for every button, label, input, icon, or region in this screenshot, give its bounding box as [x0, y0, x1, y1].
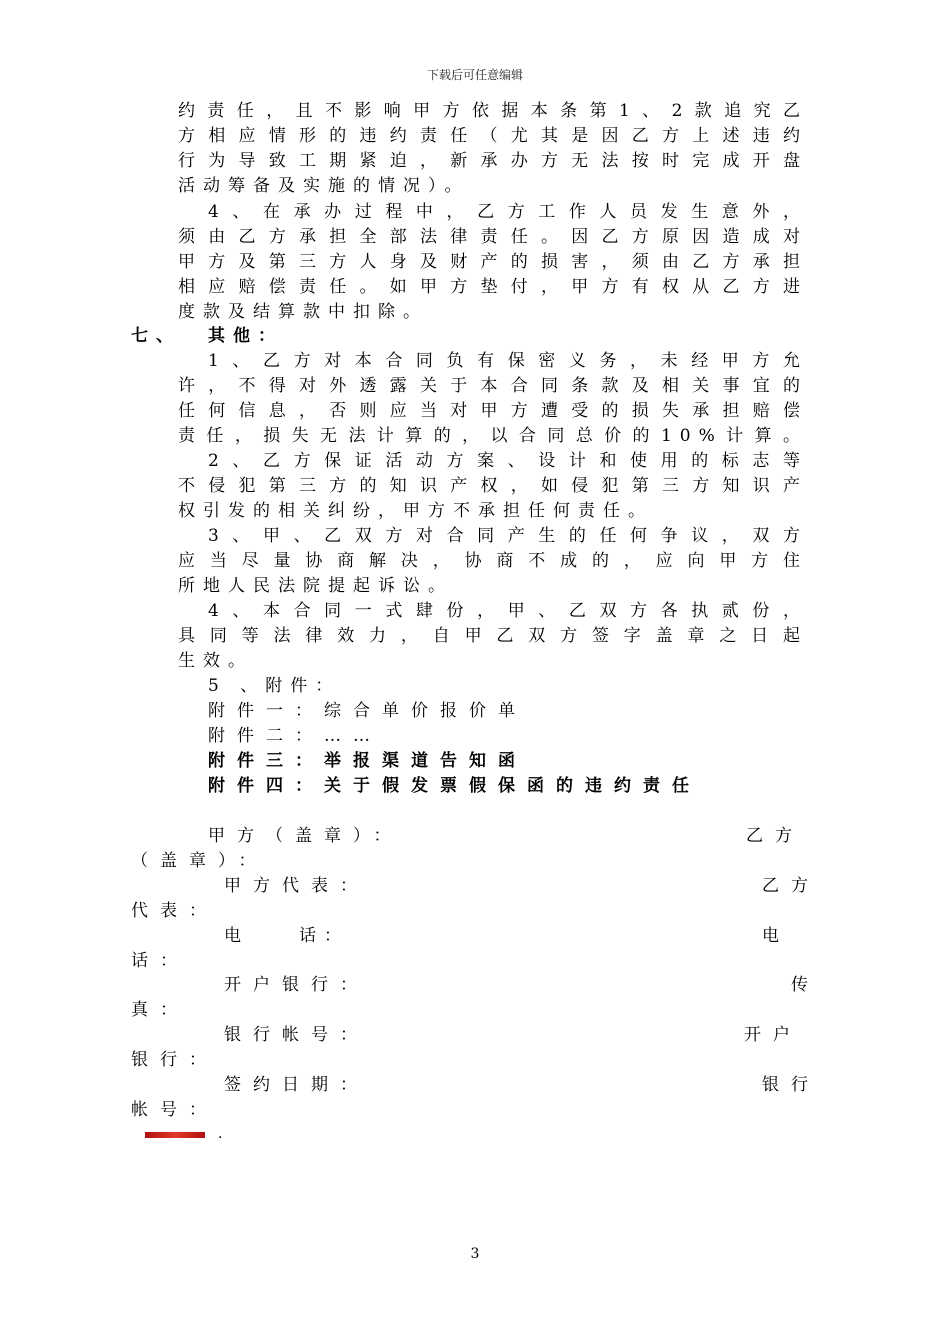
party-a-account-label: 银行帐号：	[224, 1025, 369, 1045]
party-a-stamp-label: 甲方（盖章）：	[208, 826, 403, 846]
body-line: 须由乙方承担全部法律责任。因乙方原因造成对	[178, 227, 808, 247]
signing-date-label: 签约日期：	[224, 1075, 369, 1095]
party-a-bank-label: 开户银行：	[224, 975, 369, 995]
attachment-item: 附件三：举报渠道告知函	[208, 751, 527, 771]
body-line: 任何信息，否则应当对甲方遭受的损失承担赔偿	[178, 401, 808, 421]
body-line: 2、乙方保证活动方案、设计和使用的标志等	[208, 451, 808, 471]
party-b-rep-label-wrap: 代表：	[131, 901, 218, 921]
body-line: 所地人民法院提起诉讼。	[178, 576, 453, 596]
body-line: 应当尽量协商解决，协商不成的，应向甲方住	[178, 551, 808, 571]
party-b-phone-label-start: 电	[762, 926, 791, 946]
body-line: 行为导致工期紧迫，新承办方无法按时完成开盘	[178, 151, 808, 171]
body-line: 相应赔偿责任。如甲方垫付，甲方有权从乙方进	[178, 277, 808, 297]
body-line: 约责任，且不影响甲方依据本条第1、2款追究乙	[178, 101, 808, 121]
body-line: 许，不得对外透露关于本合同条款及相关事宜的	[178, 376, 808, 396]
party-b-fax-label-start: 传	[791, 975, 820, 995]
body-line: 活动筹备及实施的情况）。	[178, 176, 470, 196]
party-b-fax-label-wrap: 真：	[131, 1000, 189, 1020]
party-b-phone-label-wrap: 话：	[131, 951, 189, 971]
body-line: 责任，损失无法计算的，以合同总价的10%计算。	[178, 426, 808, 446]
body-line: 3、甲、乙双方对合同产生的任何争议，双方	[208, 526, 808, 546]
party-b-bank-label-start: 开户	[744, 1025, 802, 1045]
section-number: 七、	[131, 326, 181, 346]
party-b-account-label-start: 银行	[762, 1075, 820, 1095]
body-line: 具同等法律效力，自甲乙双方签字盖章之日起	[178, 626, 808, 646]
party-b-account-label-wrap: 帐号：	[131, 1100, 218, 1120]
page-header: 下载后可任意编辑	[426, 68, 523, 82]
attachment-item: 附件二：……	[208, 726, 382, 746]
party-b-label-wrap: （盖章）：	[131, 851, 268, 871]
party-b-label-start: 乙方	[746, 826, 804, 846]
body-line: 生效。	[178, 651, 253, 671]
body-line: 1、乙方对本合同负有保密义务，未经甲方允	[208, 351, 808, 371]
body-line: 4、本合同一式肆份，甲、乙双方各执贰份，	[208, 601, 808, 621]
party-a-rep-label: 甲方代表：	[224, 876, 369, 896]
body-line: 不侵犯第三方的知识产权，如侵犯第三方知识产	[178, 476, 808, 496]
body-line: 权引发的相关纠纷，甲方不承担任何责任。	[178, 501, 653, 521]
body-line: 4、在承办过程中，乙方工作人员发生意外，	[208, 202, 808, 222]
attachment-item: 附件一：综合单价报价单	[208, 701, 527, 721]
party-b-rep-label-start: 乙方	[762, 876, 820, 896]
body-line: 5 、附件：	[208, 676, 341, 696]
section-title: 其他：	[208, 326, 283, 346]
body-line: 甲方及第三方人身及财产的损害，须由乙方承担	[178, 252, 808, 272]
body-line: 度款及结算款中扣除。	[178, 302, 428, 322]
party-b-bank-label-wrap: 银行：	[131, 1050, 218, 1070]
trailing-period: .	[218, 1126, 223, 1142]
red-underline-mark	[145, 1132, 205, 1138]
body-line: 方相应情形的违约责任（尤其是因乙方上述违约	[178, 126, 808, 146]
party-a-phone-label: 电 话：	[224, 926, 349, 946]
attachment-item: 附件四：关于假发票假保函的违约责任	[208, 776, 701, 796]
page-number: 3	[470, 1246, 480, 1262]
